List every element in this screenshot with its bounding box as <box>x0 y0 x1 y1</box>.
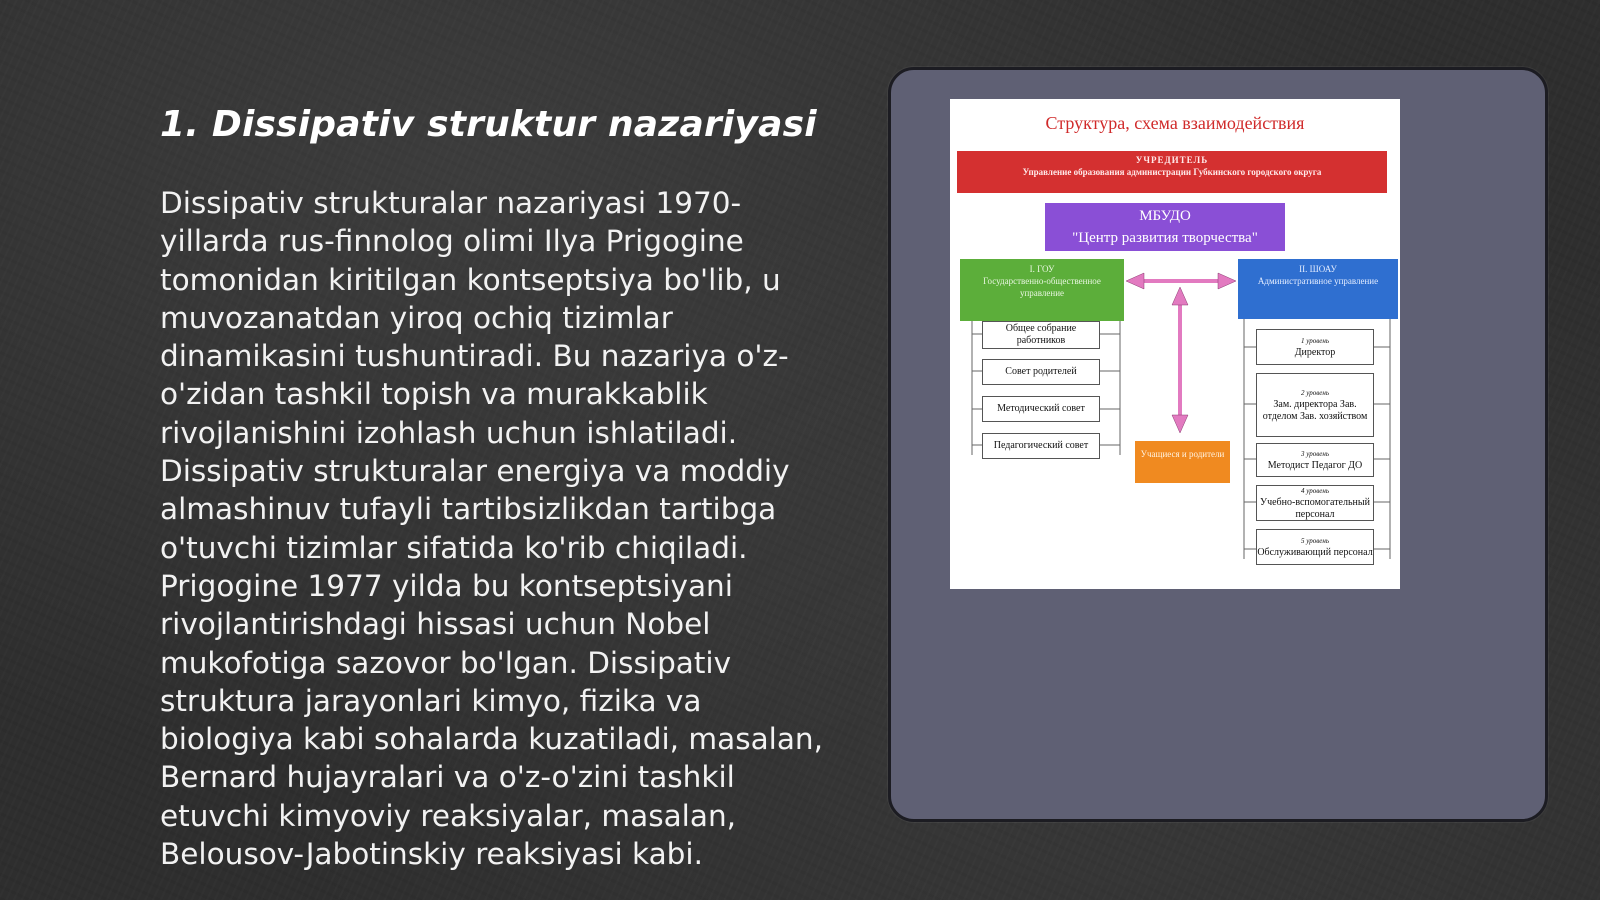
level-label: 3 уровень <box>1300 450 1330 458</box>
mbudo-block <box>1045 203 1285 251</box>
level-box <box>1256 373 1374 437</box>
founder-block <box>957 151 1387 193</box>
level-label: 4 уровень <box>1300 487 1330 495</box>
public-management-text: Государственно-общественное управление <box>983 276 1101 298</box>
public-management-block <box>960 259 1124 321</box>
level-box <box>1256 485 1374 521</box>
left-box: Педагогический совет <box>982 433 1100 459</box>
level-label: 2 уровень <box>1300 389 1330 397</box>
public-management-header: I. ГОУ <box>1029 264 1055 274</box>
level-box <box>1256 529 1374 565</box>
level-text: Методист Педагог ДО <box>1267 460 1363 471</box>
founder-header: УЧРЕДИТЕЛЬ <box>1135 155 1209 165</box>
level-text: Зам. директора Зав. отделом Зав. хозяйством <box>1262 399 1368 422</box>
left-box: Методический совет <box>982 396 1100 422</box>
diagram-title: Структура, схема взаимодействия <box>1045 113 1305 133</box>
mbudo-line1: МБУДО <box>1139 208 1191 224</box>
slide-title: 1. Dissipativ struktur nazariyasi <box>160 104 817 145</box>
level-box <box>1256 443 1374 477</box>
level-label: 5 уровень <box>1300 537 1330 545</box>
left-box: Общее собрание работников <box>982 321 1100 349</box>
founder-subtitle: Управление образования администрации Губкинского городского округа <box>1022 167 1322 177</box>
left-box: Совет родителей <box>982 359 1100 385</box>
level-text: Учебно-вспомогательный персонал <box>1260 497 1370 520</box>
level-label: 1 уровень <box>1300 337 1330 345</box>
students-parents-block: Учащиеся и родители <box>1135 441 1230 483</box>
org-structure-diagram <box>950 99 1400 589</box>
admin-management-block <box>1238 259 1398 319</box>
level-box <box>1256 329 1374 365</box>
level-text: Обслуживающий персонал <box>1257 547 1373 558</box>
admin-management-header: II. ШОАУ <box>1299 264 1337 274</box>
mbudo-line2: "Центр развития творчества" <box>1072 230 1258 246</box>
level-text: Директор <box>1294 347 1336 358</box>
admin-management-text: Административное управление <box>1257 276 1379 286</box>
slide-body-text: Dissipativ strukturalar nazariyasi 1970-yillarda rus-finnolog olimi Ilya Prigogine tomonidan kiritilgan kontseptsiya bo'lib, u muvozanatdan yiroq ochiq tizimlar dinamikasini tushuntiradi. Bu nazariya o'z-o'zidan tashkil topish va murakkablik rivojlanishini izohlash uchun ishlatiladi. Dissipativ strukturalar energiya va moddiy almashinuv tufayli tartibsizlikdan tartibga o'tuvchi tizimlar sifatida ko'rib chiqiladi. Prigogine 1977 yilda bu kontseptsiyani rivojlantirishdagi hissasi uchun Nobel mukofotiga sazovor bo'lgan. Dissipativ struktura jarayonlari kimyo, fizika va biologiya kabi sohalarda kuzatiladi, masalan, Bernard hujayralari va o'z-o'zini tashkil etuvchi kimyoviy reaksiyalar, masalan, Belousov-Jabotinskiy reaksiyasi kabi. <box>160 186 824 872</box>
